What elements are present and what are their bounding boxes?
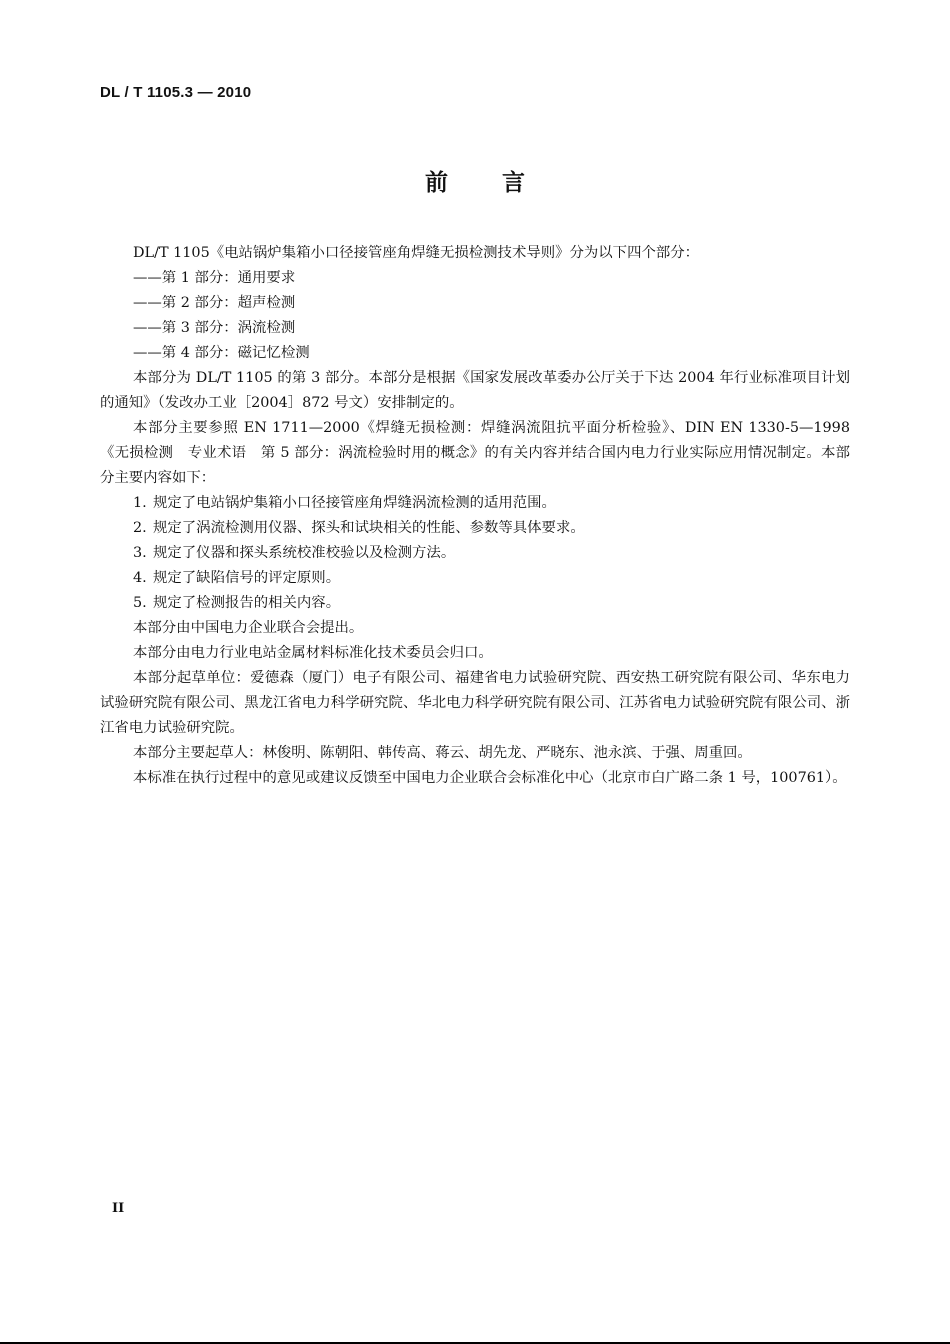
standard-code: DL / T 1105.3 — 2010 <box>100 84 252 101</box>
content-item-number: 2. <box>133 520 147 536</box>
content-item-text: 规定了仪器和探头系统校准校验以及检测方法。 <box>153 545 456 561</box>
drafters-paragraph: 本部分主要起草人：林俊明、陈朝阳、韩传高、蒋云、胡先龙、严晓东、池永滨、于强、周重回。 <box>133 745 752 761</box>
content-item-text: 规定了检测报告的相关内容。 <box>153 595 341 611</box>
content-item-text: 规定了电站锅炉集箱小口径接管座角焊缝涡流检测的适用范围。 <box>153 495 556 511</box>
content-item <box>100 591 850 616</box>
content-item-number: 1. <box>133 495 147 511</box>
basis-paragraph: 本部分为 DL/T 1105 的第 3 部分。本部分是根据《国家发展改革委办公厅关于下达 2004 年行业标准项目计划的通知》（发改办工业［2004］872 号文）安排制定的。 <box>100 370 850 411</box>
drafting-units-paragraph: 本部分起草单位：爱德森（厦门）电子有限公司、福建省电力试验研究院、西安热工研究院有限公司、华东电力试验研究院有限公司、黑龙江省电力科学研究院、华北电力科学研究院有限公司、江苏省电力试验研究院有限公司、浙江省电力试验研究院。 <box>100 670 850 736</box>
content-item-text: 规定了缺陷信号的评定原则。 <box>153 570 341 586</box>
page-number: II <box>112 1201 125 1216</box>
reference-paragraph: 本部分主要参照 EN 1711—2000《焊缝无损检测：焊缝涡流阻抗平面分析检验》、DIN EN 1330-5—1998《无损检测 专业术语 第 5 部分：涡流检验时用的概念》的有关内容并结合国内电力行业实际应用情况制定。本部分主要内容如下： <box>100 420 850 486</box>
foreword-body <box>100 241 850 791</box>
content-item <box>100 566 850 591</box>
content-item-number: 3. <box>133 545 147 561</box>
content-item-number: 4. <box>133 570 147 586</box>
page-title: 前言 <box>425 170 579 196</box>
content-item <box>100 541 850 566</box>
content-item-number: 5. <box>133 595 147 611</box>
proposer-paragraph: 本部分由中国电力企业联合会提出。 <box>133 620 364 636</box>
manager-paragraph: 本部分由电力行业电站金属材料标准化技术委员会归口。 <box>133 645 493 661</box>
intro-paragraph: DL/T 1105《电站锅炉集箱小口径接管座角焊缝无损检测技术导则》分为以下四个部分： <box>133 245 700 261</box>
part-item: ——第 2 部分：超声检测 <box>133 295 296 311</box>
content-item <box>100 516 850 541</box>
part-item: ——第 3 部分：涡流检测 <box>133 320 296 336</box>
content-item <box>100 491 850 516</box>
part-item: ——第 1 部分：通用要求 <box>133 270 296 286</box>
part-item: ——第 4 部分：磁记忆检测 <box>133 345 310 361</box>
feedback-paragraph: 本标准在执行过程中的意见或建议反馈至中国电力企业联合会标准化中心（北京市白广路二条 1 号，100761）。 <box>133 770 847 786</box>
content-item-text: 规定了涡流检测用仪器、探头和试块相关的性能、参数等具体要求。 <box>153 520 585 536</box>
